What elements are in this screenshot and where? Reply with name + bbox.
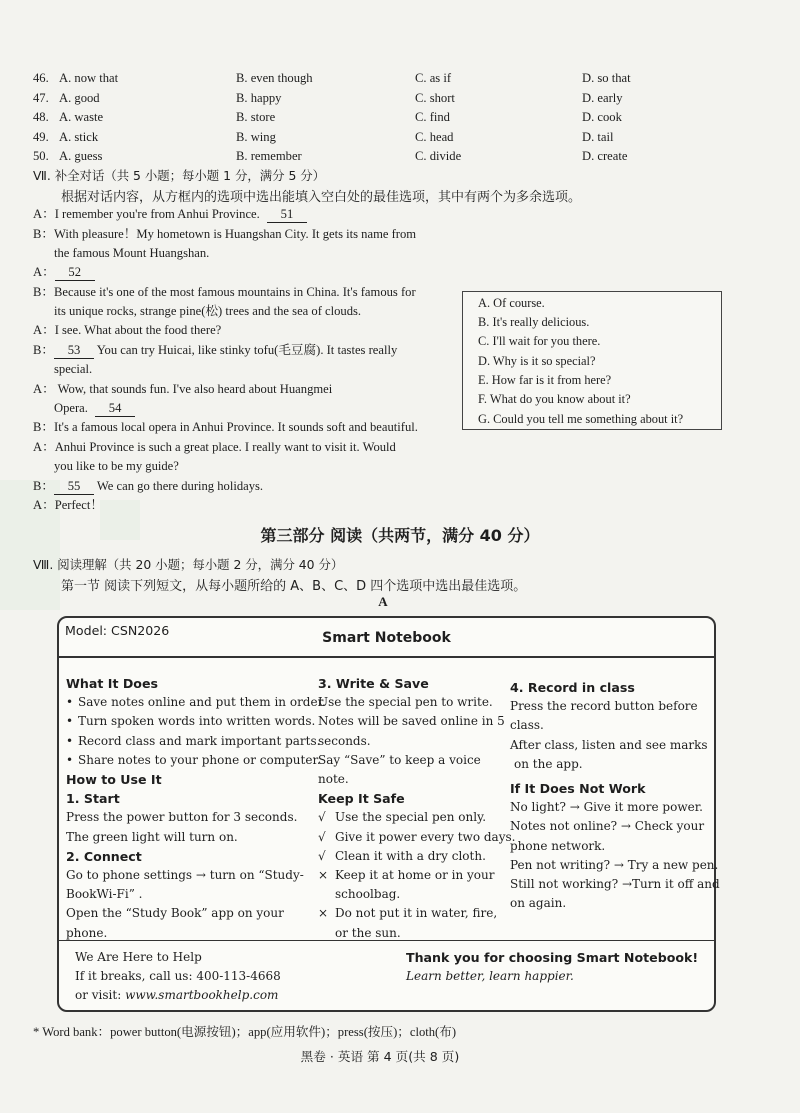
column-3	[510, 678, 720, 913]
column-1	[66, 674, 326, 943]
safe-item: × Keep it at home or in your	[318, 866, 515, 885]
dialogue-text: We can go there during holidays.	[96, 479, 264, 493]
dialogue-line: A：I see. What about the food there?	[33, 323, 222, 337]
word-bank: * Word bank：power button(电源按钮)；app(应用软件)；press(按压)；cloth(布)	[33, 1025, 457, 1039]
column-2	[318, 674, 515, 943]
troubleshoot-text: on again.	[510, 896, 567, 911]
box-option[interactable]: C. I'll wait for you there.	[478, 334, 601, 348]
troubleshoot-text: Still not working? →Turn it off and	[510, 877, 720, 892]
thanks-section	[406, 948, 698, 986]
dialogue-line	[33, 205, 307, 224]
dialogue-line: A： Wow, that sounds fun. I've also heard about Huangmei	[33, 382, 333, 396]
option-number: 48.	[33, 110, 49, 124]
write-save-heading: 3. Write & Save	[318, 676, 429, 691]
keep-safe-heading: Keep It Safe	[318, 791, 405, 807]
start-text: Press the power button for 3 seconds.	[66, 810, 298, 825]
card-title: Smart Notebook	[322, 630, 451, 646]
dialogue-text: B：	[33, 479, 54, 493]
connect-text: BookWi-Fi” .	[66, 887, 143, 902]
option-c[interactable]: C. head	[415, 130, 454, 144]
record-text: After class, listen and see marks	[510, 737, 708, 752]
option-a[interactable]: A. good	[59, 91, 100, 105]
dialogue-line: B：It's a famous local opera in Anhui Province. It sounds soft and beautiful.	[33, 420, 418, 434]
model-label: Model: CSN2026	[65, 623, 170, 638]
write-text: Notes will be saved online in 5	[318, 714, 505, 729]
record-heading: 4. Record in class	[510, 680, 635, 695]
dialogue-line	[33, 263, 95, 282]
write-text: seconds.	[318, 733, 371, 748]
option-row: 46.	[33, 71, 49, 85]
dialogue-line: B：With pleasure！My hometown is Huangshan City. It gets its name from	[33, 227, 417, 241]
option-d[interactable]: D. early	[582, 91, 623, 105]
safe-item: √ Use the special pen only.	[318, 808, 515, 827]
cross-icon: ×	[318, 868, 329, 883]
record-text: on the app.	[514, 756, 583, 771]
dialogue-line: special.	[54, 362, 93, 376]
help-phone: If it breaks, call us: 400-113-4668	[75, 969, 281, 984]
blank-54[interactable]: 54	[95, 401, 135, 417]
help-title: We Are Here to Help	[75, 950, 202, 964]
connect-text: Go to phone settings → turn on “Study-	[66, 868, 304, 883]
write-text: note.	[318, 772, 349, 787]
check-icon: √	[318, 810, 326, 825]
passage-label: A	[378, 594, 388, 609]
blank-53[interactable]: 53	[54, 343, 94, 359]
box-option[interactable]: G. Could you tell me something about it?	[478, 412, 684, 426]
option-d[interactable]: D. so that	[582, 71, 631, 85]
connect-text: phone.	[66, 925, 108, 940]
blank-51[interactable]: 51	[267, 207, 307, 223]
troubleshoot-text: No light? → Give it more power.	[510, 800, 703, 815]
troubleshoot-heading: If It Does Not Work	[510, 781, 646, 797]
feature-item: • Record class and mark important parts.	[66, 732, 326, 751]
dialogue-line	[33, 341, 397, 360]
troubleshoot-text: phone network.	[510, 838, 606, 853]
option-c[interactable]: C. divide	[415, 149, 462, 163]
connect-heading: 2. Connect	[66, 848, 142, 864]
safe-item-cont: schoolbag.	[335, 887, 401, 902]
option-a[interactable]: A. guess	[59, 149, 103, 163]
dialogue-line	[33, 477, 263, 496]
dialogue-text: B：	[33, 343, 54, 357]
dialogue-line: A：Anhui Province is such a great place. I really want to visit it. Would	[33, 440, 396, 454]
box-option[interactable]: F. What do you know about it?	[478, 392, 631, 406]
help-url-link[interactable]: www.smartbookhelp.com	[125, 988, 279, 1003]
record-text: class.	[510, 718, 544, 733]
dialogue-text: Opera.	[54, 401, 88, 415]
section-title: Ⅷ. 阅读理解（共 20 小题；每小题 2 分，满分 40 分）	[33, 557, 344, 572]
page-footer: 黑卷 · 英语 第 4 页(共 8 页)	[300, 1049, 460, 1064]
card-divider	[59, 940, 714, 941]
write-text: Use the special pen to write.	[318, 695, 493, 710]
option-a[interactable]: A. waste	[59, 110, 104, 124]
cross-icon: ×	[318, 906, 329, 921]
safe-item-cont: or the sun.	[335, 925, 401, 940]
troubleshoot-text: Pen not writing? → Try a new pen.	[510, 857, 719, 872]
option-b[interactable]: B. wing	[236, 130, 276, 144]
start-heading: 1. Start	[66, 791, 120, 807]
dialogue-text: A：I remember you're from Anhui Province.	[33, 207, 260, 221]
answer-options-box	[462, 291, 722, 430]
box-option[interactable]: D. Why is it so special?	[478, 354, 596, 368]
feature-item: • Share notes to your phone or computer.	[66, 751, 326, 770]
box-option[interactable]: E. How far is it from here?	[478, 373, 612, 387]
section-instruction: 第一节 阅读下列短文，从每小题所给的 A、B、C、D 四个选项中选出最佳选项。	[61, 579, 527, 594]
help-web: or visit: www.smartbookhelp.com	[75, 988, 279, 1003]
option-number: 49.	[33, 130, 49, 144]
option-b[interactable]: B. happy	[236, 91, 282, 105]
thanks-text: Thank you for choosing Smart Notebook!	[406, 950, 699, 965]
card-divider	[59, 656, 714, 658]
safe-item: √ Clean it with a dry cloth.	[318, 847, 515, 866]
option-a[interactable]: A. now that	[59, 71, 119, 85]
safe-item: × Do not put it in water, fire,	[318, 904, 515, 923]
dialogue-text: You can try Huicai, like stinky tofu(毛豆腐). It tastes really	[96, 343, 398, 357]
option-a[interactable]: A. stick	[59, 130, 99, 144]
feature-item: • Turn spoken words into written words.	[66, 712, 326, 731]
option-c[interactable]: C. find	[415, 110, 450, 124]
option-b[interactable]: B. store	[236, 110, 276, 124]
dialogue-line: its unique rocks, strange pine(松) trees and the sea of clouds.	[54, 304, 362, 318]
option-c[interactable]: C. as if	[415, 71, 452, 85]
dialogue-text: A：	[33, 265, 55, 279]
section-instruction: 根据对话内容，从方框内的选项中选出能填入空白处的最佳选项，其中有两个为多余选项。	[61, 190, 582, 205]
option-d[interactable]: D. cook	[582, 110, 622, 124]
option-d[interactable]: D. create	[582, 149, 628, 163]
start-text: The green light will turn on.	[66, 829, 238, 844]
option-number: 47.	[33, 91, 49, 105]
slogan-text: Learn better, learn happier.	[406, 969, 574, 984]
box-option[interactable]: A. Of course.	[478, 296, 545, 310]
write-text: Say “Save” to keep a voice	[318, 752, 481, 767]
check-icon: √	[318, 848, 326, 863]
dialogue-line: you like to be my guide?	[54, 459, 179, 473]
option-b[interactable]: B. even though	[236, 71, 313, 85]
dialogue-line	[54, 399, 135, 418]
smart-notebook-card	[57, 616, 720, 1012]
blank-52[interactable]: 52	[55, 265, 95, 281]
what-it-does-heading: What It Does	[66, 676, 158, 691]
part-title: 第三部分 阅读（共两节，满分 40 分）	[260, 526, 540, 545]
dialogue-line: the famous Mount Huangshan.	[54, 246, 210, 260]
check-icon: √	[318, 829, 326, 844]
troubleshoot-text: Notes not online? → Check your	[510, 819, 705, 834]
option-c[interactable]: C. short	[415, 91, 455, 105]
blank-55[interactable]: 55	[54, 479, 94, 495]
option-number: 50.	[33, 149, 49, 163]
section-title: Ⅶ. 补全对话（共 5 小题；每小题 1 分，满分 5 分）	[33, 168, 326, 183]
dialogue-line: B：Because it's one of the most famous mountains in China. It's famous for	[33, 285, 416, 299]
how-to-use-heading: How to Use It	[66, 772, 162, 788]
feature-item: • Save notes online and put them in order.	[66, 693, 326, 712]
record-text: Press the record button before	[510, 699, 698, 714]
connect-text: Open the “Study Book” app on your	[66, 906, 284, 921]
option-d[interactable]: D. tail	[582, 130, 614, 144]
dialogue-line: A：Perfect！	[33, 498, 103, 512]
option-b[interactable]: B. remember	[236, 149, 302, 163]
help-section	[75, 948, 281, 1006]
safe-item: √ Give it power every two days.	[318, 828, 515, 847]
box-option[interactable]: B. It's really delicious.	[478, 315, 590, 329]
